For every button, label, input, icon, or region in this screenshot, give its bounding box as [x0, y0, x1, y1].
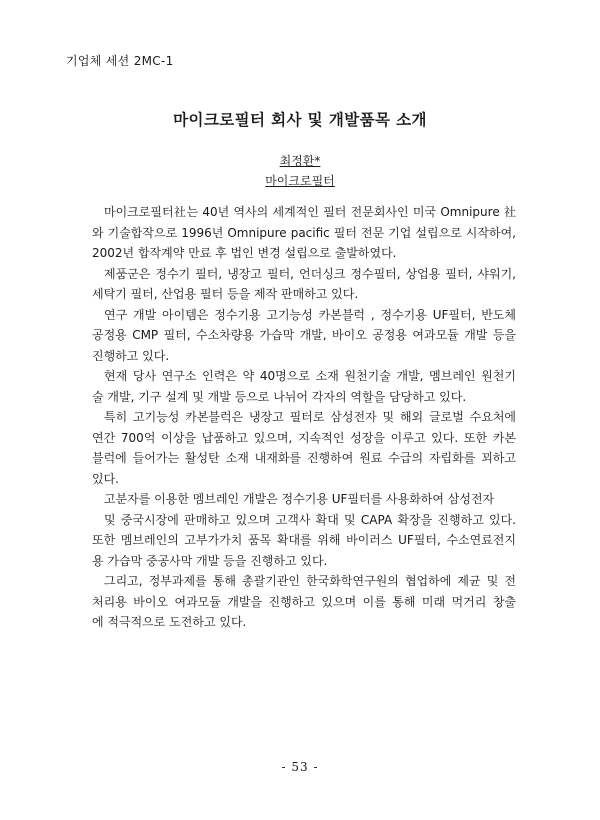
- text-line: 와 기술합작으로 1996년 Omnipure pacific 필터 전문 기업 설립으로 시작하여,: [92, 225, 516, 240]
- text-line: 또한 멤브레인의 고부가가치 품목 확대를 위해 바이러스 UF필터, 수소연료전지: [92, 533, 516, 547]
- text-line: 블럭에 들어가는 활성탄 소재 내재화를 진행하여 원료 수급의 자립화를 꾀하고: [92, 451, 516, 465]
- paragraph: [92, 305, 516, 367]
- body-text: [92, 202, 516, 633]
- text-line: 세탁기 필터, 산업용 필터 등을 제작 판매하고 있다.: [92, 287, 359, 301]
- text-line: 용 가습막 중공사막 개발 등을 진행하고 있다.: [92, 553, 328, 568]
- author-affiliation: 마이크로필터: [265, 174, 335, 188]
- paragraph: [92, 489, 516, 571]
- text-line: 에 적극적으로 도전하고 있다.: [92, 615, 247, 629]
- text-line: 연구 개발 아이템은 정수기용 고기능성 카본블럭 , 정수기용 UF필터, 반도체: [104, 307, 516, 322]
- paragraph: [92, 407, 516, 489]
- text-line: 제품군은 정수기 필터, 냉장고 필터, 언더싱크 정수필터, 상업용 필터, 샤워기,: [104, 266, 516, 281]
- text-line: 진행하고 있다.: [92, 348, 170, 363]
- paragraph: [92, 571, 516, 633]
- text-line: 특히 고기능성 카본블럭은 냉장고 필터로 삼성전자 및 해외 글로벌 수요처에: [104, 410, 516, 424]
- paragraph: [92, 366, 516, 407]
- series-header: 기업체 세션 2MC-1: [66, 54, 174, 68]
- text-line: 현재 당사 연구소 인력은 약 40명으로 소재 원천기술 개발, 멤브레인 원천기: [104, 369, 516, 383]
- text-line: 2002년 합작계약 만료 후 법인 변경 설립으로 출발하였다.: [92, 246, 397, 260]
- text-line: 공정용 CMP 필터, 수소차량용 가습막 개발, 바이오 공정용 여과모듈 개발 등을: [92, 328, 516, 342]
- text-line: 및 중국시장에 판매하고 있으며 고객사 확대 및 CAPA 확장을 진행하고 있다.: [104, 512, 516, 527]
- page-number: - 53 -: [281, 760, 319, 774]
- document-title: 마이크로필터 회사 및 개발품목 소개: [173, 111, 427, 129]
- text-line: 술 개발, 기구 설계 및 개발 등으로 나뉘어 각자의 역할을 담당하고 있다.: [92, 389, 467, 404]
- author-name: 최정환*: [279, 154, 321, 168]
- text-line: 있다.: [92, 471, 119, 486]
- paragraph: [92, 264, 516, 305]
- text-line: 그리고, 정부과제를 통해 총괄기관인 한국화학연구원의 협업하에 제균 및 전: [104, 574, 516, 588]
- paragraph: [92, 202, 516, 264]
- text-line: 처리용 바이오 여과모듈 개발을 진행하고 있으며 이를 통해 미래 먹거리 창출: [92, 594, 516, 609]
- text-line: 고분자를 이용한 멤브레인 개발은 정수기용 UF필터를 사용화하여 삼성전자: [104, 492, 495, 506]
- text-line: 마이크로필터社는 40년 역사의 세계적인 필터 전문회사인 미국 Omnipure 社: [104, 205, 516, 219]
- text-line: 연간 700억 이상을 납품하고 있으며, 지속적인 성장을 이루고 있다. 또한 카본: [92, 430, 516, 445]
